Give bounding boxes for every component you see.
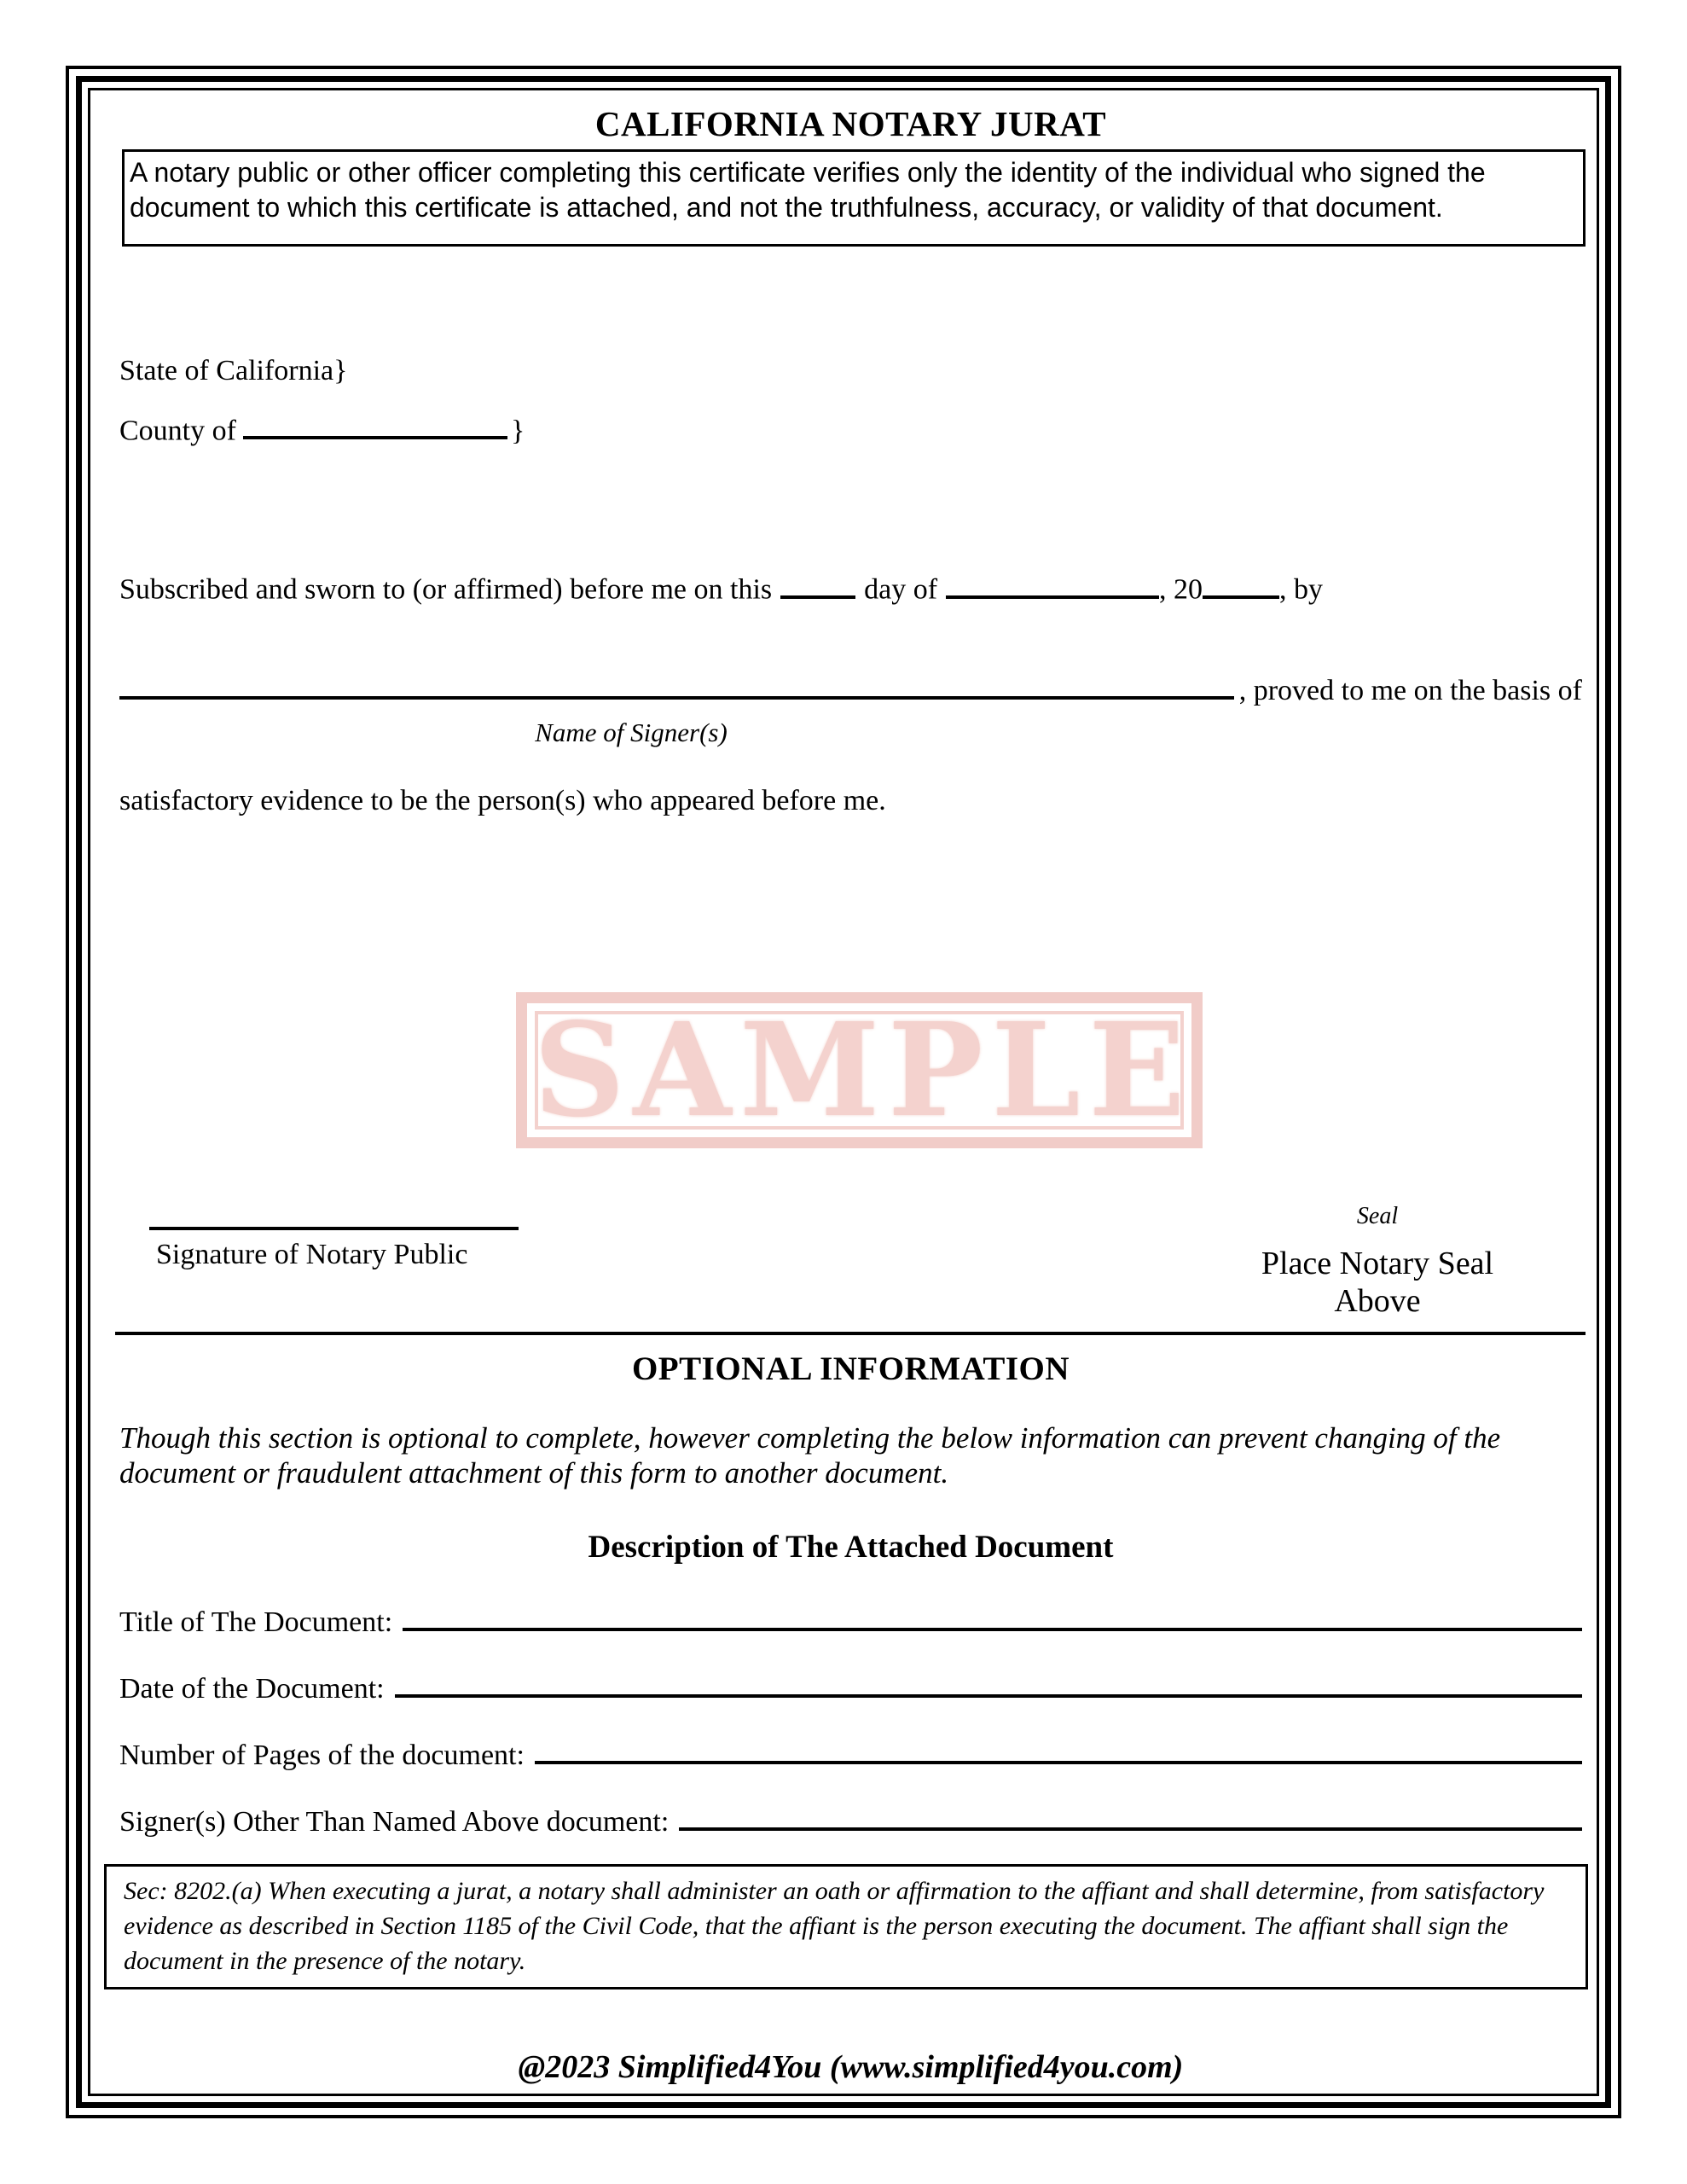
signer-name-blank-line <box>119 696 1234 700</box>
statute-note-box <box>104 1864 1588 1989</box>
other-signers-field-label: Signer(s) Other Than Named Above document: <box>119 1805 670 1838</box>
month-blank-line <box>946 571 1159 598</box>
sample-stamp <box>516 992 1203 1148</box>
title-field-label: Title of The Document: <box>119 1606 393 1638</box>
proved-suffix-text: , proved to me on the basis of <box>1238 674 1582 706</box>
sworn-text-2: day of <box>864 573 938 606</box>
statute-note-text: Sec: 8202.(a) When executing a jurat, a notary shall administer an oath or affirmation to the affiant and shall determine, from satisfactory evidence as described in Section 1185 of the Civil Code, that the affiant is the person executing the document. The affiant shall sign the document in the presence of the notary. <box>124 1876 1545 1975</box>
field-row-title <box>119 1604 1582 1641</box>
satisfactory-evidence-line: satisfactory evidence to be the person(s) who appeared before me. <box>119 784 886 816</box>
document-title: CALIFORNIA NOTARY JURAT <box>594 104 1107 143</box>
pages-field-label: Number of Pages of the document: <box>119 1739 525 1771</box>
optional-section-divider <box>115 1332 1586 1335</box>
day-blank-line <box>780 571 855 598</box>
field-row-date <box>119 1670 1582 1708</box>
attached-document-header: Description of The Attached Document <box>588 1529 1114 1565</box>
other-signers-field-blank-line <box>679 1827 1582 1831</box>
disclaimer-text: A notary public or other officer completing this certificate verifies only the identity of the individual who signed the document to which this certificate is attached, and not the truthfulness, accuracy, or validity of that document. <box>130 157 1486 223</box>
field-row-other-signers <box>119 1804 1582 1841</box>
date-field-blank-line <box>395 1694 1582 1698</box>
county-suffix: } <box>510 415 525 447</box>
optional-information-note: Though this section is optional to complete, however completing the below information can prevent changing of the document or fraudulent attachment of this form to another document. <box>119 1420 1501 1490</box>
county-blank-line <box>243 412 507 439</box>
date-field-label: Date of the Document: <box>119 1672 385 1705</box>
footer-credit: @2023 Simplified4You (www.simplified4you.com) <box>518 2048 1184 2085</box>
county-line <box>119 412 1582 450</box>
notary-signature-line <box>149 1227 519 1230</box>
pages-field-blank-line <box>535 1761 1582 1764</box>
notary-seal-block <box>1224 1202 1531 1320</box>
year-blank-line <box>1203 571 1279 598</box>
sworn-text-3: , 20 <box>1159 573 1203 606</box>
county-label: County of <box>119 415 236 447</box>
sworn-text-1: Subscribed and sworn to (or affirmed) before me on this <box>119 573 773 606</box>
notary-signature-block <box>149 1202 519 1275</box>
field-row-pages <box>119 1737 1582 1774</box>
disclaimer-box <box>122 149 1586 247</box>
optional-information-header: OPTIONAL INFORMATION <box>631 1350 1070 1387</box>
notary-signature-caption: Signature of Notary Public <box>156 1238 468 1270</box>
state-line: State of California} <box>119 355 348 386</box>
signer-name-row <box>119 672 1582 710</box>
page-content <box>119 90 1582 2088</box>
sworn-text-4: , by <box>1279 573 1324 606</box>
sample-stamp-text: SAMPLE <box>533 994 1194 1146</box>
seal-instruction: Place Notary Seal Above <box>1261 1245 1494 1319</box>
title-field-blank-line <box>403 1628 1582 1631</box>
seal-label: Seal <box>1356 1202 1399 1229</box>
name-of-signers-caption: Name of Signer(s) <box>535 717 728 747</box>
signature-seal-row <box>119 1202 1582 1320</box>
sworn-statement-line <box>119 571 1582 608</box>
